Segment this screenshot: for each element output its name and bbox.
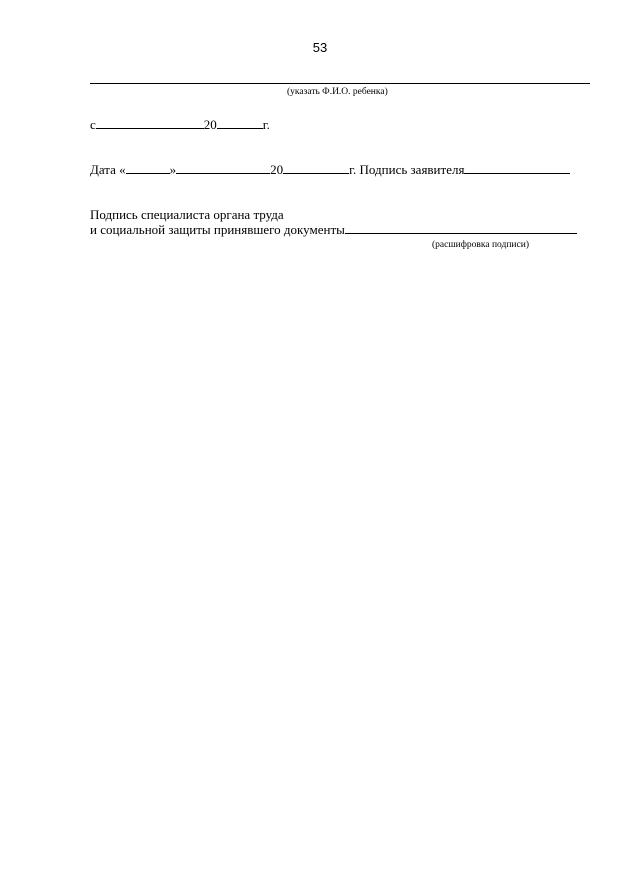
date-month-blank[interactable]	[176, 162, 270, 174]
specialist-line2: и социальной защиты принявшего документы	[90, 222, 345, 237]
signature-decoding-caption: (расшифровка подписи)	[432, 240, 529, 250]
date-year-prefix: 20	[270, 162, 284, 177]
specialist-line1: Подпись специалиста органа труда	[90, 207, 284, 222]
period-year-prefix: 20	[203, 117, 217, 132]
page-number: 53	[312, 40, 328, 55]
period-prefix: с	[90, 117, 96, 132]
child-name-caption: (указать Ф.И.О. ребенка)	[287, 87, 388, 97]
date-label: Дата «	[90, 162, 126, 177]
period-row	[90, 117, 270, 132]
date-day-blank[interactable]	[126, 162, 170, 174]
period-year-blank[interactable]	[217, 117, 263, 129]
date-close-quote: »	[169, 162, 177, 177]
date-year-blank[interactable]	[283, 162, 349, 174]
period-suffix: г.	[262, 117, 270, 132]
date-year-suffix: г.	[349, 162, 357, 177]
child-name-line[interactable]	[90, 83, 590, 84]
applicant-signature-blank[interactable]	[464, 162, 570, 174]
applicant-signature-label: Подпись заявителя	[359, 162, 465, 177]
date-signature-row	[90, 162, 570, 177]
specialist-row2	[90, 222, 577, 237]
specialist-signature-blank[interactable]	[345, 222, 577, 234]
period-day-month-blank[interactable]	[96, 117, 204, 129]
